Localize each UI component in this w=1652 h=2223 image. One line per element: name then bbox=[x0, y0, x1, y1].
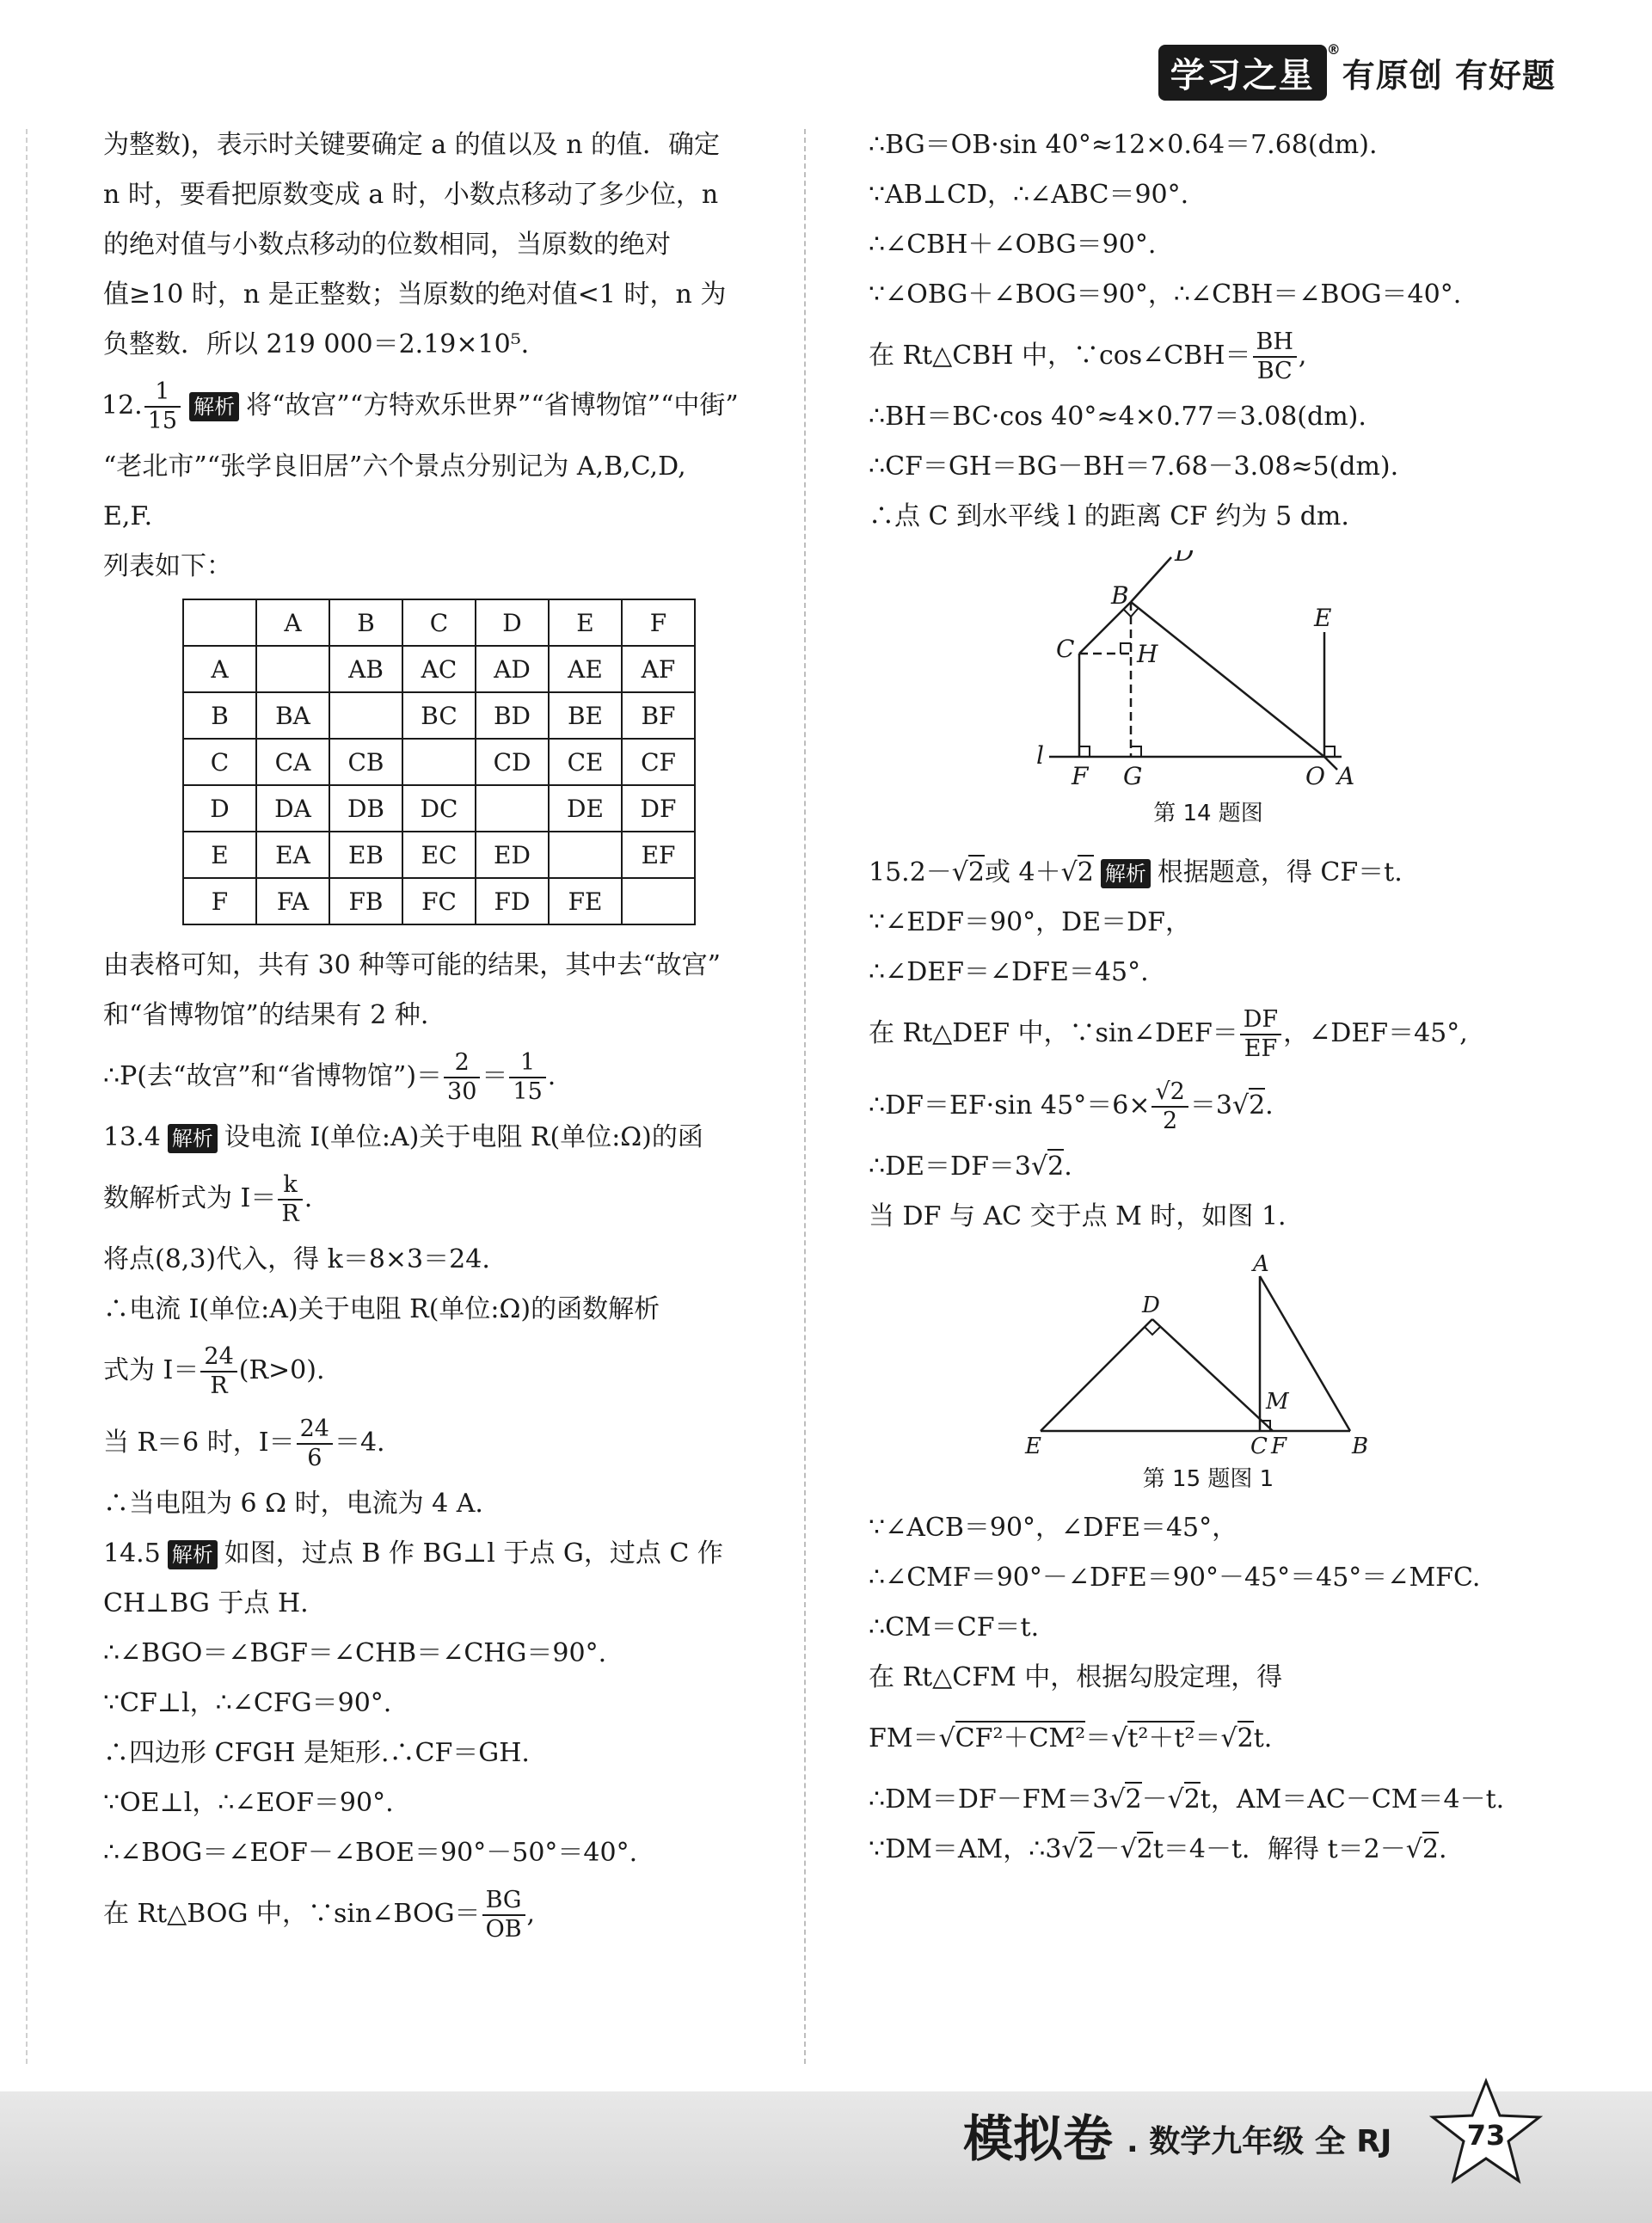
fraction bbox=[509, 1049, 545, 1106]
sqrt-radicand: CF²＋CM² bbox=[955, 1721, 1086, 1753]
q13-number: 13.4 bbox=[103, 1122, 161, 1152]
label-D: D bbox=[1175, 550, 1194, 567]
table-row bbox=[183, 832, 695, 878]
q15-text: ∵DM＝AM，∴3 bbox=[869, 1834, 1062, 1864]
q15-text: FM＝ bbox=[869, 1723, 939, 1753]
table-row bbox=[183, 599, 695, 646]
q12-text: “老北市”“张学良旧居”六个景点分别记为 A,B,C,D, bbox=[103, 451, 686, 482]
numerator: 24 bbox=[200, 1343, 236, 1372]
q15-text: ∵∠ACB＝90°，∠DFE＝45°， bbox=[869, 1513, 1238, 1543]
brand-logo-text: 学习之星 bbox=[1170, 55, 1315, 95]
q15-text: ∴∠CMF＝90°－∠DFE＝90°－45°＝45°＝∠MFC. bbox=[869, 1563, 1481, 1593]
table-cell: A bbox=[183, 646, 256, 692]
sqrt-radicand: t²＋t² bbox=[1127, 1721, 1194, 1753]
table-cell: BE bbox=[549, 692, 622, 739]
sqrt-radicand: 2 bbox=[1249, 1088, 1265, 1121]
right-angle-F bbox=[1079, 746, 1090, 757]
q12-number: 12. bbox=[101, 390, 143, 421]
q12-text: 和“省博物馆”的结果有 2 种. bbox=[103, 1000, 429, 1030]
sqrt-radicand: 2 bbox=[1422, 1832, 1439, 1864]
table-cell bbox=[622, 878, 695, 924]
table-cell: C bbox=[402, 599, 476, 646]
intro-line: 的绝对值与小数点移动的位数相同，当原数的绝对 bbox=[103, 230, 671, 260]
segment-OA bbox=[1324, 757, 1337, 770]
q15-header: 15.2－√2或 4＋√2 解析 根据题意，得 CF＝t. bbox=[869, 848, 1548, 898]
table-cell: AB bbox=[329, 646, 402, 692]
label-C: C bbox=[1250, 1434, 1268, 1457]
sqrt-radicand: 2 bbox=[1237, 1721, 1254, 1753]
right-column bbox=[869, 120, 1548, 1875]
numerator: 1 bbox=[144, 378, 181, 408]
sqrt-radicand: 2 bbox=[968, 855, 985, 887]
denominator: OB bbox=[485, 1916, 522, 1943]
table-cell: BF bbox=[622, 692, 695, 739]
equals: ＝ bbox=[482, 1061, 508, 1091]
table-cell: C bbox=[183, 739, 256, 785]
denominator: 15 bbox=[513, 1078, 543, 1105]
numerator: 2 bbox=[444, 1049, 480, 1078]
q15-text: 在 Rt△CFM 中，根据勾股定理，得 bbox=[869, 1662, 1283, 1692]
table-cell: F bbox=[622, 599, 695, 646]
segment-DF bbox=[1152, 1319, 1273, 1431]
denominator: EF bbox=[1244, 1035, 1278, 1062]
minus: － bbox=[1141, 1784, 1168, 1815]
period: . bbox=[1438, 1834, 1447, 1864]
q13-header bbox=[103, 1113, 765, 1163]
q15-text: ∴DM＝DF－FM＝3√2－√2t，AM＝AC－CM＝4－t. bbox=[869, 1775, 1548, 1825]
minus: － bbox=[1094, 1834, 1121, 1864]
analysis-tag: 解析 bbox=[189, 392, 239, 421]
q14-text: CH⊥BG 于点 H. bbox=[103, 1588, 309, 1618]
table-cell: CF bbox=[622, 739, 695, 785]
numerator: BH bbox=[1253, 329, 1297, 358]
table-cell: E bbox=[549, 599, 622, 646]
q14-text bbox=[869, 320, 1548, 392]
q15-text: 在 Rt△DEF 中，∵sin∠DEF＝ bbox=[869, 1018, 1238, 1048]
brand-slogan: 有原创 有好题 bbox=[1342, 56, 1556, 95]
table-cell: DC bbox=[402, 785, 476, 832]
q13-text: 当 R＝6 时，I＝ bbox=[103, 1428, 295, 1458]
q12-text: 列表如下： bbox=[103, 551, 232, 581]
q14-text: 在 Rt△CBH 中，∵cos∠CBH＝ bbox=[869, 341, 1251, 371]
table-cell bbox=[476, 785, 549, 832]
q15-text: ∴CM＝CF＝t. bbox=[869, 1612, 1040, 1643]
fraction bbox=[297, 1415, 333, 1472]
q15-text: t，AM＝AC－CM＝4－t. bbox=[1200, 1784, 1505, 1815]
q13-text: ＝4. bbox=[334, 1428, 385, 1458]
denominator: 15 bbox=[147, 408, 178, 434]
q14-text: ∵OE⊥l，∴∠EOF＝90°. bbox=[103, 1788, 394, 1818]
q15-text: ∴DM＝DF－FM＝3 bbox=[869, 1784, 1109, 1815]
label-F: F bbox=[1271, 1434, 1287, 1457]
table-cell bbox=[329, 692, 402, 739]
table-cell: AD bbox=[476, 646, 549, 692]
denominator: 6 bbox=[307, 1445, 322, 1471]
table-cell: D bbox=[476, 599, 549, 646]
table-cell: D bbox=[183, 785, 256, 832]
left-margin-line bbox=[26, 129, 28, 2064]
label-A: A bbox=[1337, 762, 1355, 790]
q15-text: ∴∠DEF＝∠DFE＝45°. bbox=[869, 957, 1149, 987]
column-divider bbox=[804, 129, 806, 2064]
q13-text: 数解析式为 I＝ bbox=[103, 1183, 277, 1213]
q12-answer-fraction bbox=[144, 378, 181, 435]
q14-text: 在 Rt△BOG 中，∵sin∠BOG＝ bbox=[103, 1899, 481, 1929]
footer-title: 模拟卷 bbox=[963, 2109, 1114, 2168]
table-cell: DA bbox=[256, 785, 329, 832]
label-F: F bbox=[1072, 762, 1089, 790]
q15-text: ∵DM＝AM，∴3√2－√2t＝4－t．解得 t＝2－√2. bbox=[869, 1825, 1548, 1875]
q15-text: ∴DF＝EF·sin 45°＝6× bbox=[869, 1090, 1151, 1121]
figure-15-diagram bbox=[869, 1250, 1548, 1457]
label-l: l bbox=[1036, 741, 1044, 770]
label-O: O bbox=[1305, 762, 1325, 790]
segment-CB bbox=[1079, 602, 1131, 654]
table-row bbox=[183, 739, 695, 785]
table-cell: EA bbox=[256, 832, 329, 878]
table-cell bbox=[402, 739, 476, 785]
label-B: B bbox=[1352, 1434, 1369, 1457]
analysis-tag: 解析 bbox=[168, 1124, 218, 1153]
label-D: D bbox=[1142, 1293, 1160, 1318]
fraction bbox=[1240, 1006, 1281, 1063]
sqrt-radicand: 2 bbox=[1047, 1149, 1064, 1182]
fraction bbox=[200, 1343, 236, 1400]
intro-line: 负整数．所以 219 000＝2.19×10⁵． bbox=[103, 329, 547, 359]
q15-text: 根据题意，得 CF＝t. bbox=[1157, 857, 1403, 887]
denominator: BC bbox=[1256, 358, 1293, 384]
numerator: 1 bbox=[509, 1049, 545, 1078]
q15-text: ，∠DEF＝45°, bbox=[1283, 1018, 1468, 1048]
figure-14-caption: 第 14 题图 bbox=[1153, 801, 1263, 826]
right-angle-G bbox=[1131, 746, 1141, 757]
table-cell: B bbox=[329, 599, 402, 646]
intro-line: 值≥10 时，n 是正整数；当原数的绝对值<1 时，n 为 bbox=[103, 279, 727, 310]
right-angle-D bbox=[1145, 1327, 1160, 1335]
segment-ED bbox=[1041, 1319, 1152, 1431]
table-cell: DB bbox=[329, 785, 402, 832]
q13-text: 将点(8,3)代入，得 k＝8×3＝24. bbox=[103, 1244, 490, 1274]
table-cell: FB bbox=[329, 878, 402, 924]
q15-text: ∴DE＝DF＝3 bbox=[869, 1151, 1031, 1182]
q15-text: FM＝√CF²＋CM²＝√t²＋t²＝√2t. bbox=[869, 1703, 1548, 1775]
segment-BO bbox=[1131, 602, 1324, 757]
table-cell: FC bbox=[402, 878, 476, 924]
fraction bbox=[278, 1171, 302, 1228]
analysis-tag: 解析 bbox=[168, 1540, 218, 1569]
table-row bbox=[183, 692, 695, 739]
table-cell bbox=[549, 832, 622, 878]
label-C: C bbox=[1056, 635, 1075, 663]
q13-text: 设电流 I(单位:A)关于电阻 R(单位:Ω)的函 bbox=[224, 1122, 703, 1152]
table-cell: CD bbox=[476, 739, 549, 785]
intro-line: n 时，要看把原数变成 a 时，小数点移动了多少位，n bbox=[103, 180, 719, 210]
table-cell: BA bbox=[256, 692, 329, 739]
outcome-table bbox=[182, 599, 696, 925]
table-cell: BD bbox=[476, 692, 549, 739]
table-cell: CB bbox=[329, 739, 402, 785]
denominator: R bbox=[281, 1201, 299, 1227]
equals: ＝ bbox=[1194, 1723, 1221, 1753]
q15-text: ∵∠EDF＝90°，DE＝DF， bbox=[869, 907, 1191, 937]
q14-text: ∴点 C 到水平线 l 的距离 CF 约为 5 dm. bbox=[869, 501, 1349, 531]
label-A: A bbox=[1253, 1251, 1269, 1277]
table-cell: FE bbox=[549, 878, 622, 924]
table-cell: EC bbox=[402, 832, 476, 878]
numerator: √2 bbox=[1151, 1078, 1188, 1108]
q13-text: 式为 I＝ bbox=[103, 1355, 200, 1385]
comma: , bbox=[526, 1899, 536, 1929]
table-cell: A bbox=[256, 599, 329, 646]
table-cell bbox=[256, 646, 329, 692]
fraction bbox=[1151, 1078, 1188, 1135]
table-cell: FA bbox=[256, 878, 329, 924]
q15-text: 当 DF 与 AC 交于点 M 时，如图 1. bbox=[869, 1201, 1287, 1231]
q14-text: ∴四边形 CFGH 是矩形.∴CF＝GH. bbox=[103, 1738, 530, 1768]
q14-text: ∵CF⊥l，∴∠CFG＝90°. bbox=[103, 1688, 392, 1718]
fraction bbox=[1253, 329, 1297, 385]
table-row bbox=[183, 785, 695, 832]
label-E: E bbox=[1025, 1434, 1041, 1457]
table-cell: CA bbox=[256, 739, 329, 785]
table-cell: B bbox=[183, 692, 256, 739]
q15-text: t. bbox=[1253, 1723, 1273, 1753]
q14-text: ∴∠BGO＝∠BGF＝∠CHB＝∠CHG＝90°. bbox=[103, 1638, 607, 1668]
q12-text: E,F. bbox=[103, 501, 153, 531]
table-cell: AE bbox=[549, 646, 622, 692]
table-cell: DE bbox=[549, 785, 622, 832]
q15-text: t＝4－t．解得 t＝2－ bbox=[1152, 1834, 1406, 1864]
prob-text: ∴P(去“故宫”和“省博物馆”)＝ bbox=[103, 1061, 443, 1091]
q12-text: 由表格可知，共有 30 种等可能的结果，其中去“故宫” bbox=[103, 950, 721, 980]
q14-text: 如图，过点 B 作 BG⊥l 于点 G，过点 C 作 bbox=[224, 1538, 723, 1569]
q13-text: (R>0). bbox=[238, 1355, 325, 1385]
table-row bbox=[183, 646, 695, 692]
sqrt-radicand: 2 bbox=[1078, 855, 1094, 887]
q14-number: 14.5 bbox=[103, 1538, 161, 1569]
intro-line: 为整数)，表示时关键要确定 a 的值以及 n 的值．确定 bbox=[103, 130, 721, 160]
q13-text: ∴当电阻为 6 Ω 时，电流为 4 A. bbox=[103, 1489, 483, 1519]
comma: , bbox=[1298, 341, 1307, 371]
analysis-tag: 解析 bbox=[1101, 859, 1151, 888]
figure-14-diagram bbox=[869, 550, 1548, 791]
segment-BD bbox=[1131, 557, 1171, 602]
figure-15 bbox=[869, 1250, 1548, 1457]
q14-text: ∴∠BOG＝∠EOF－∠BOE＝90°－50°＝40°. bbox=[103, 1838, 638, 1868]
sqrt-radicand: 2 bbox=[1137, 1832, 1153, 1864]
page-number-star-icon bbox=[1426, 2076, 1546, 2188]
label-G: G bbox=[1123, 762, 1143, 790]
table-cell: DF bbox=[622, 785, 695, 832]
q14-text: ∴∠CBH＋∠OBG＝90°. bbox=[869, 230, 1157, 260]
fraction bbox=[482, 1887, 525, 1944]
q15-text: ＝3 bbox=[1189, 1090, 1232, 1121]
denominator: 2 bbox=[1163, 1108, 1178, 1134]
sqrt-radicand: 2 bbox=[1184, 1782, 1201, 1815]
numerator: 24 bbox=[297, 1415, 333, 1445]
table-row bbox=[183, 878, 695, 924]
q14-text: ∴BG＝OB·sin 40°≈12×0.64＝7.68(dm). bbox=[869, 130, 1378, 160]
table-cell: AC bbox=[402, 646, 476, 692]
q14-text bbox=[103, 1878, 765, 1950]
q15-text: ∴DF＝EF·sin 45°＝6× $\frac{√2}{2}$ ＝3√2. bbox=[869, 1078, 1274, 1134]
page-header bbox=[1158, 40, 1556, 100]
equals: ＝ bbox=[1085, 1723, 1112, 1753]
period: . bbox=[304, 1183, 313, 1213]
q15-number: 15.2－ bbox=[869, 857, 952, 887]
table-cell: EB bbox=[329, 832, 402, 878]
sqrt-radicand: 2 bbox=[1078, 1832, 1095, 1864]
table-cell: BC bbox=[402, 692, 476, 739]
fraction bbox=[444, 1049, 480, 1106]
table-cell: EF bbox=[622, 832, 695, 878]
q15-text: ∴DE＝DF＝3√2. bbox=[869, 1142, 1548, 1192]
q14-text: ∴BH＝BC·cos 40°≈4×0.77＝3.08(dm). bbox=[869, 402, 1366, 432]
q13-text: ∴电流 I(单位:A)关于电阻 R(单位:Ω)的函数解析 bbox=[103, 1294, 660, 1324]
page-footer bbox=[0, 2091, 1652, 2223]
brand-logo: 学习之星 ® bbox=[1158, 45, 1327, 101]
denominator: R bbox=[210, 1372, 228, 1399]
table-cell: E bbox=[183, 832, 256, 878]
q14-text: ∵AB⊥CD，∴∠ABC＝90°. bbox=[869, 180, 1189, 210]
right-angle-H bbox=[1121, 643, 1131, 654]
label-M: M bbox=[1266, 1389, 1289, 1415]
table-cell: ED bbox=[476, 832, 549, 878]
figure-14 bbox=[869, 550, 1548, 791]
q12-probability bbox=[103, 1041, 765, 1113]
right-angle-O bbox=[1324, 746, 1335, 757]
denominator: 30 bbox=[447, 1078, 477, 1105]
q14-text: ∵∠OBG＋∠BOG＝90°，∴∠CBH＝∠BOG＝40°. bbox=[869, 279, 1462, 310]
table-cell: F bbox=[183, 878, 256, 924]
q13-text bbox=[103, 1407, 765, 1479]
q14-text: ∴CF＝GH＝BG－BH＝7.68－3.08≈5(dm). bbox=[869, 451, 1399, 482]
q13-text bbox=[103, 1335, 765, 1407]
q12-text: 将“故宫”“方特欢乐世界”“省博物馆”“中街” bbox=[246, 390, 739, 421]
numerator: k bbox=[278, 1171, 302, 1201]
figure-15-caption: 第 15 题图 1 bbox=[1142, 1466, 1274, 1492]
q14-header bbox=[103, 1529, 765, 1579]
table-cell: CE bbox=[549, 739, 622, 785]
label-E: E bbox=[1314, 604, 1332, 632]
label-H: H bbox=[1137, 640, 1158, 668]
q15-text: 或 4＋ bbox=[985, 857, 1061, 887]
numerator: BG bbox=[482, 1887, 525, 1916]
footer-subtitle: . 数学九年级 全 RJ bbox=[1127, 2124, 1392, 2159]
left-column bbox=[103, 120, 765, 1950]
q15-text bbox=[869, 998, 1548, 1070]
table-cell bbox=[183, 599, 256, 646]
sqrt-radicand: 2 bbox=[1125, 1782, 1141, 1815]
table-cell: AF bbox=[622, 646, 695, 692]
q13-text bbox=[103, 1163, 765, 1235]
period: . bbox=[547, 1061, 556, 1091]
page-number: 73 bbox=[1466, 2119, 1506, 2152]
label-B: B bbox=[1111, 581, 1129, 610]
table-cell: FD bbox=[476, 878, 549, 924]
period: . bbox=[1064, 1151, 1072, 1182]
numerator: DF bbox=[1240, 1006, 1281, 1035]
q12-header bbox=[101, 370, 765, 442]
period: . bbox=[1265, 1090, 1274, 1121]
